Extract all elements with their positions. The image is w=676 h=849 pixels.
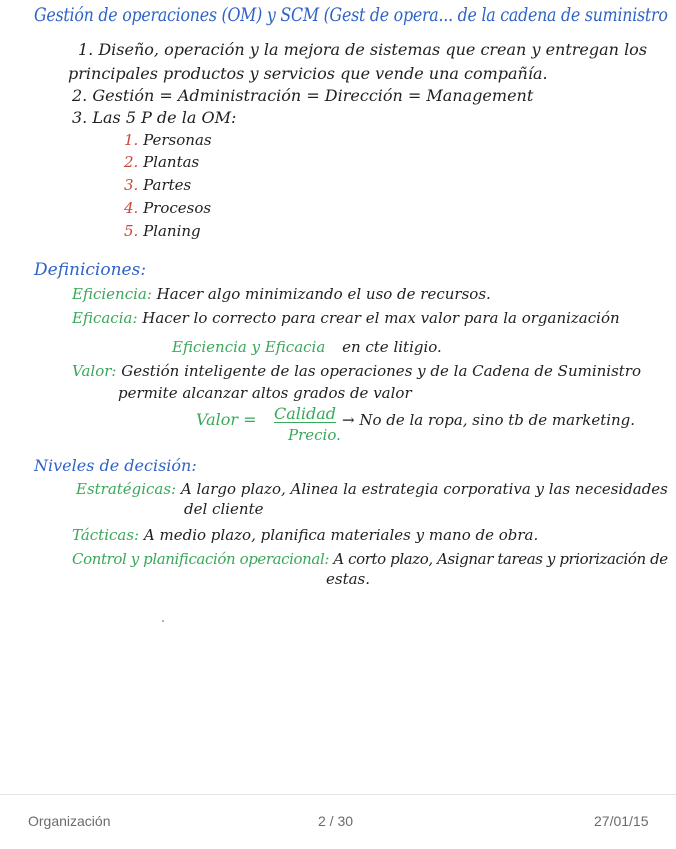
definition-text: Hacer algo minimizando el uso de recursos. — [156, 285, 491, 303]
level-text: A corto plazo, Asignar tareas y priorización de — [333, 550, 668, 568]
page-footer — [0, 794, 676, 849]
formula-lhs: Valor = — [196, 410, 257, 429]
footer-date: 27/01/15 — [594, 813, 649, 829]
formula-note: → No de la ropa, sino tb de marketing. — [342, 411, 636, 429]
level-text: A medio plazo, planifica materiales y mano de obra. — [143, 526, 539, 544]
list-item-label: Partes — [143, 176, 192, 194]
intro-line-2: principales productos y servicios que vende una compañía. — [68, 64, 548, 83]
list-item — [124, 131, 212, 149]
list-item-number: 4. — [124, 199, 139, 217]
formula-denominator: Precio. — [288, 426, 341, 444]
list-item-number: 1. — [124, 131, 139, 149]
term-estrategicas: Estratégicas: — [76, 480, 177, 498]
level-tacticas — [72, 526, 538, 544]
list-item — [124, 153, 199, 171]
level-estrategicas — [76, 480, 668, 498]
definitions-heading: Definiciones: — [34, 260, 147, 280]
term-valor: Valor: — [72, 362, 117, 380]
litigio-line — [172, 338, 442, 356]
list-item-label: Planing — [143, 222, 201, 240]
definition-text: Hacer lo correcto para crear el max valor para la organización — [142, 309, 620, 327]
definition-text: Gestión inteligente de las operaciones y de la Cadena de Suministro — [121, 362, 642, 380]
list-item — [124, 176, 191, 194]
list-item-number: 5. — [124, 222, 139, 240]
definition-eficacia — [72, 309, 620, 327]
litigio-terms: Eficiencia y Eficacia — [172, 338, 326, 356]
list-item-number: 2. — [124, 153, 139, 171]
stray-dot — [162, 620, 164, 622]
list-item-label: Personas — [143, 131, 212, 149]
term-control: Control y planificación operacional: — [72, 550, 330, 568]
list-item-label: Plantas — [143, 153, 200, 171]
litigio-text: en cte litigio. — [342, 338, 442, 356]
page-title: Gestión de operaciones (OM) y SCM (Gest de opera... de la cadena de suministro — [34, 4, 668, 26]
intro-item-3: 3. Las 5 P de la OM: — [72, 108, 237, 127]
level-control — [72, 550, 668, 568]
definition-valor — [72, 362, 641, 380]
footer-notebook-name: Organización — [28, 813, 111, 829]
term-tacticas: Tácticas: — [72, 526, 140, 544]
list-item-number: 3. — [124, 176, 139, 194]
definition-eficiencia — [72, 285, 491, 303]
formula-numerator: Calidad — [274, 404, 337, 423]
level-control-line-2: estas. — [326, 570, 371, 588]
term-eficacia: Eficacia: — [72, 309, 138, 327]
list-item — [124, 222, 201, 240]
intro-item-2: 2. Gestión = Administración = Dirección = Management — [72, 86, 534, 105]
term-eficiencia: Eficiencia: — [72, 285, 152, 303]
level-text: A largo plazo, Alinea la estrategia corporativa y las necesidades — [180, 480, 668, 498]
intro-line-1: 1. Diseño, operación y la mejora de sistemas que crean y entregan los — [78, 40, 648, 59]
level-estrategicas-line-2: del cliente — [184, 500, 264, 518]
definition-valor-line-2: permite alcanzar altos grados de valor — [118, 384, 412, 402]
list-item-label: Procesos — [143, 199, 212, 217]
levels-heading: Niveles de decisión: — [34, 456, 197, 475]
footer-page-counter: 2 / 30 — [318, 813, 354, 829]
list-item — [124, 199, 211, 217]
